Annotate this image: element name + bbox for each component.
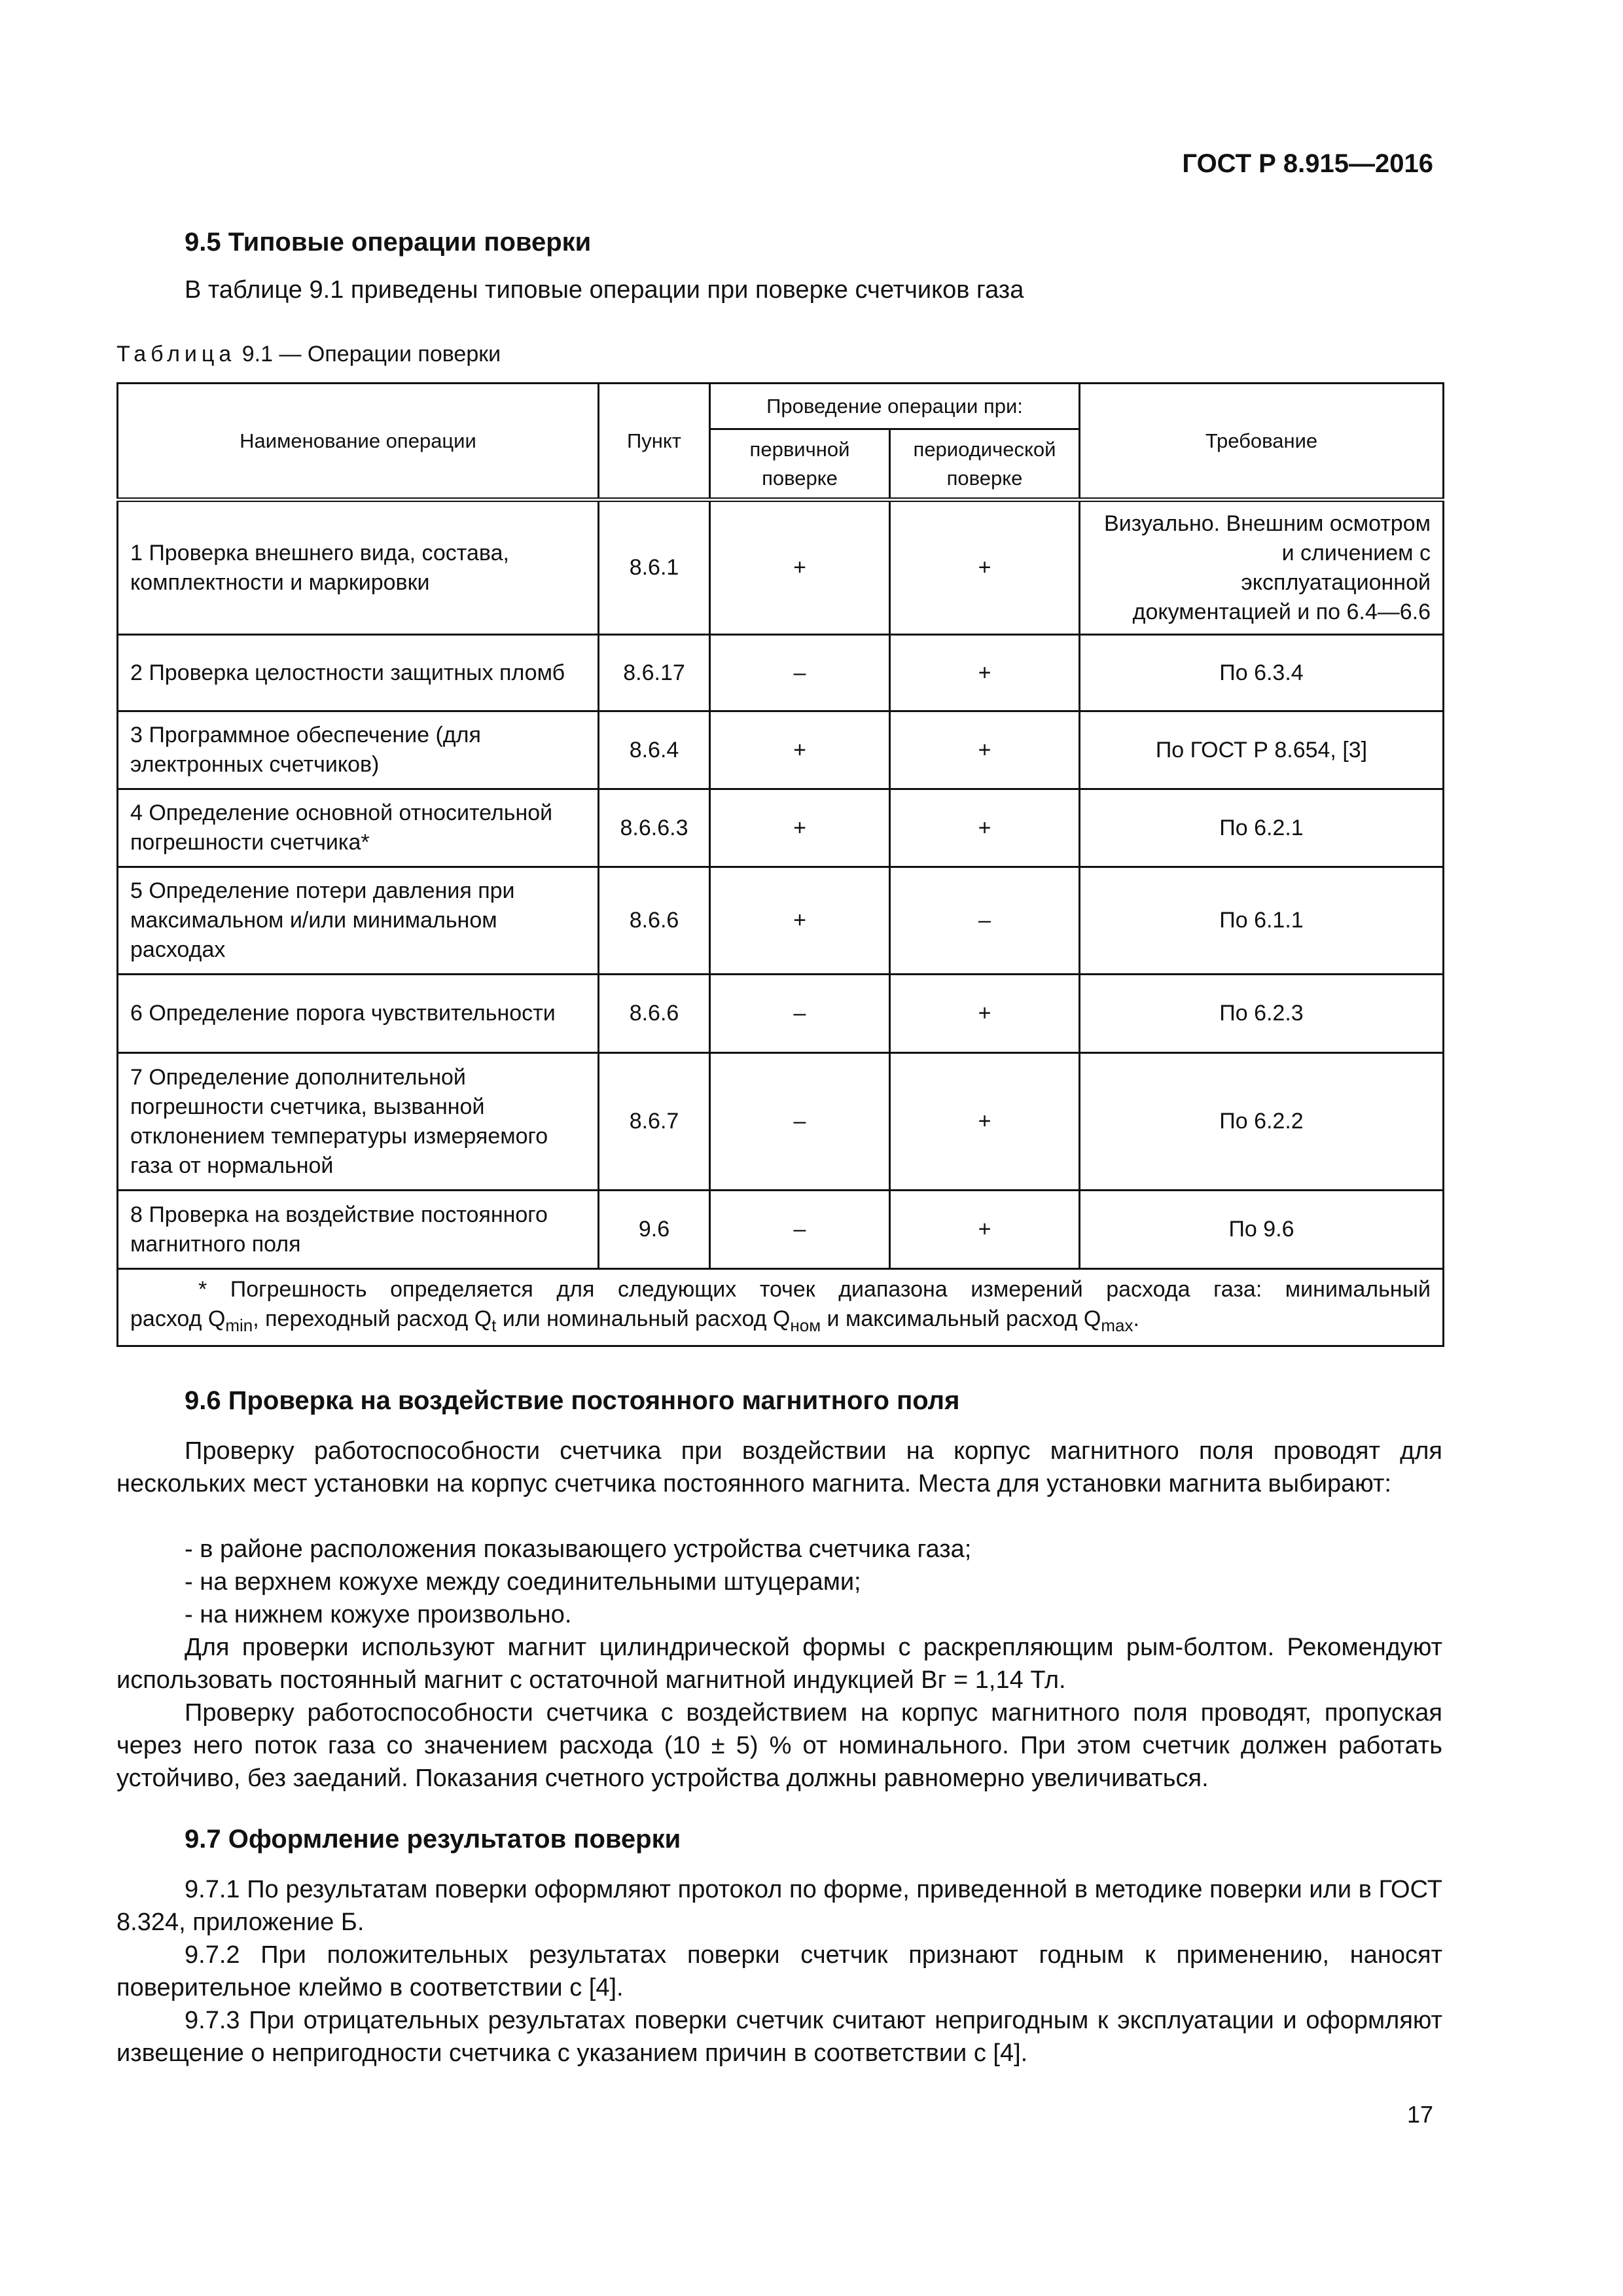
- cell-primary: +: [710, 711, 890, 789]
- cell-operation-name: 7 Определение дополнительной погрешности счетчика, вызванной отклонением температуры измеряемого газа от нормальной: [118, 1053, 599, 1191]
- cell-requirement: По 6.2.1: [1080, 789, 1444, 867]
- table-caption-word: Таблица: [116, 342, 236, 367]
- header-clause: Пункт: [599, 384, 710, 500]
- table-footnote: [118, 1269, 1444, 1346]
- table-row: [118, 1191, 1444, 1269]
- page-number: 17: [1406, 2101, 1433, 2128]
- cell-periodic: +: [890, 1053, 1080, 1191]
- document-code: ГОСТ Р 8.915—2016: [1182, 149, 1433, 178]
- cell-primary: –: [710, 635, 890, 711]
- header-periodic: периодической поверке: [890, 429, 1080, 500]
- section-9-7-heading: 9.7 Оформление результатов поверки: [185, 1825, 681, 1854]
- cell-periodic: +: [890, 500, 1080, 635]
- table-row: [118, 635, 1444, 711]
- table-row: [118, 867, 1444, 975]
- footnote-line-1: * Погрешность определяется для следующих точек диапазона измерений расхода газа: минимальный: [198, 1276, 1431, 1302]
- cell-operation-name: 3 Программное обеспечение (для электронных счетчиков): [118, 711, 599, 789]
- cell-periodic: +: [890, 635, 1080, 711]
- cell-requirement: По 6.3.4: [1080, 635, 1444, 711]
- cell-operation-name: 5 Определение потери давления при максимальном и/или минимальном расходах: [118, 867, 599, 975]
- cell-clause: 8.6.17: [599, 635, 710, 711]
- cell-clause: 9.6: [599, 1191, 710, 1269]
- cell-requirement: По 6.2.3: [1080, 975, 1444, 1053]
- list-item: - в районе расположения показывающего устройства счетчика газа;: [185, 1535, 972, 1563]
- header-primary: первичной поверке: [710, 429, 890, 500]
- section-9-6-paragraph-1: Проверку работоспособности счетчика при воздействии на корпус магнитного поля проводят для нескольких мест установки на корпус счетчика постоянного магнита. Места для установки магнита выбирают:: [116, 1437, 1442, 1498]
- section-9-7-paragraph-2: 9.7.2 При положительных результатах поверки счетчик признают годным к применению, наносят поверительное клеймо в соответствии с [4].: [116, 1941, 1442, 2001]
- table-row: [118, 711, 1444, 789]
- cell-operation-name: 8 Проверка на воздействие постоянного магнитного поля: [118, 1191, 599, 1269]
- cell-clause: 8.6.6: [599, 867, 710, 975]
- cell-primary: –: [710, 975, 890, 1053]
- footnote-line-2: расход $Q_{min}$, переходный расход $Q_t$ или номинальный расход $Q_{ном}$ и максимальный расход $Q_{max}$.: [130, 1306, 1139, 1335]
- cell-operation-name: 4 Определение основной относительной погрешности счетчика*: [118, 789, 599, 867]
- cell-clause: 8.6.6.3: [599, 789, 710, 867]
- table-caption-title: 9.1 — Операции поверки: [241, 342, 501, 367]
- table-row: [118, 1053, 1444, 1191]
- section-9-7-paragraph-1: 9.7.1 По результатам поверки оформляют протокол по форме, приведенной в методике поверки или в ГОСТ 8.324, приложение Б.: [116, 1876, 1442, 1936]
- cell-requirement: По 9.6: [1080, 1191, 1444, 1269]
- header-requirement: Требование: [1080, 384, 1444, 500]
- cell-primary: +: [710, 500, 890, 635]
- cell-clause: 8.6.4: [599, 711, 710, 789]
- cell-primary: –: [710, 1053, 890, 1191]
- cell-periodic: +: [890, 711, 1080, 789]
- cell-requirement: По 6.1.1: [1080, 867, 1444, 975]
- table-caption: [116, 342, 501, 367]
- cell-operation-name: 6 Определение порога чувствительности: [118, 975, 599, 1053]
- cell-primary: +: [710, 789, 890, 867]
- table-row: [118, 975, 1444, 1053]
- header-performed-at: Проведение операции при:: [710, 384, 1080, 429]
- section-9-6-paragraph-2: Для проверки используют магнит цилиндрической формы с раскрепляющим рым-болтом. Рекомендуют использовать постоянный магнит с остаточной магнитной индукцией Вг = 1,14 Тл.: [116, 1634, 1442, 1694]
- cell-requirement: По ГОСТ Р 8.654, [3]: [1080, 711, 1444, 789]
- section-9-7-paragraph-3: 9.7.3 При отрицательных результатах поверки счетчик считают непригодным к эксплуатации и оформляют извещение о непригодности счетчика с указанием причин в соответствии с [4].: [116, 2007, 1442, 2067]
- placement-list: [185, 1533, 971, 1631]
- cell-requirement: Визуально. Внешним осмотром и сличением с эксплуатационной документацией и по 6.4—6.6: [1080, 500, 1444, 635]
- cell-primary: –: [710, 1191, 890, 1269]
- list-item: - на верхнем кожухе между соединительными штуцерами;: [185, 1568, 861, 1596]
- table-footnote-row: [118, 1269, 1444, 1346]
- cell-operation-name: 2 Проверка целостности защитных пломб: [118, 635, 599, 711]
- cell-clause: 8.6.6: [599, 975, 710, 1053]
- section-9-5-heading: 9.5 Типовые операции поверки: [185, 228, 592, 257]
- cell-clause: 8.6.7: [599, 1053, 710, 1191]
- table-row: [118, 500, 1444, 635]
- operations-table: [116, 382, 1444, 1347]
- cell-periodic: –: [890, 867, 1080, 975]
- cell-operation-name: 1 Проверка внешнего вида, состава, комплектности и маркировки: [118, 500, 599, 635]
- cell-periodic: +: [890, 975, 1080, 1053]
- cell-primary: +: [710, 867, 890, 975]
- cell-clause: 8.6.1: [599, 500, 710, 635]
- section-9-6-paragraph-3: Проверку работоспособности счетчика с воздействием на корпус магнитного поля проводят, пропуская через него поток газа со значением расхода (10 ± 5) % от номинального. При этом счетчик должен работать устойчиво, без заеданий. Показания счетного устройства должны равномерно увеличиваться.: [116, 1699, 1442, 1792]
- section-9-5-intro: В таблице 9.1 приведены типовые операции при поверке счетчиков газа: [185, 276, 1024, 304]
- header-operation-name: Наименование операции: [118, 384, 599, 500]
- cell-periodic: +: [890, 789, 1080, 867]
- cell-requirement: По 6.2.2: [1080, 1053, 1444, 1191]
- table-row: [118, 789, 1444, 867]
- cell-periodic: +: [890, 1191, 1080, 1269]
- section-9-6-heading: 9.6 Проверка на воздействие постоянного магнитного поля: [185, 1386, 960, 1415]
- list-item: - на нижнем кожухе произвольно.: [185, 1601, 572, 1628]
